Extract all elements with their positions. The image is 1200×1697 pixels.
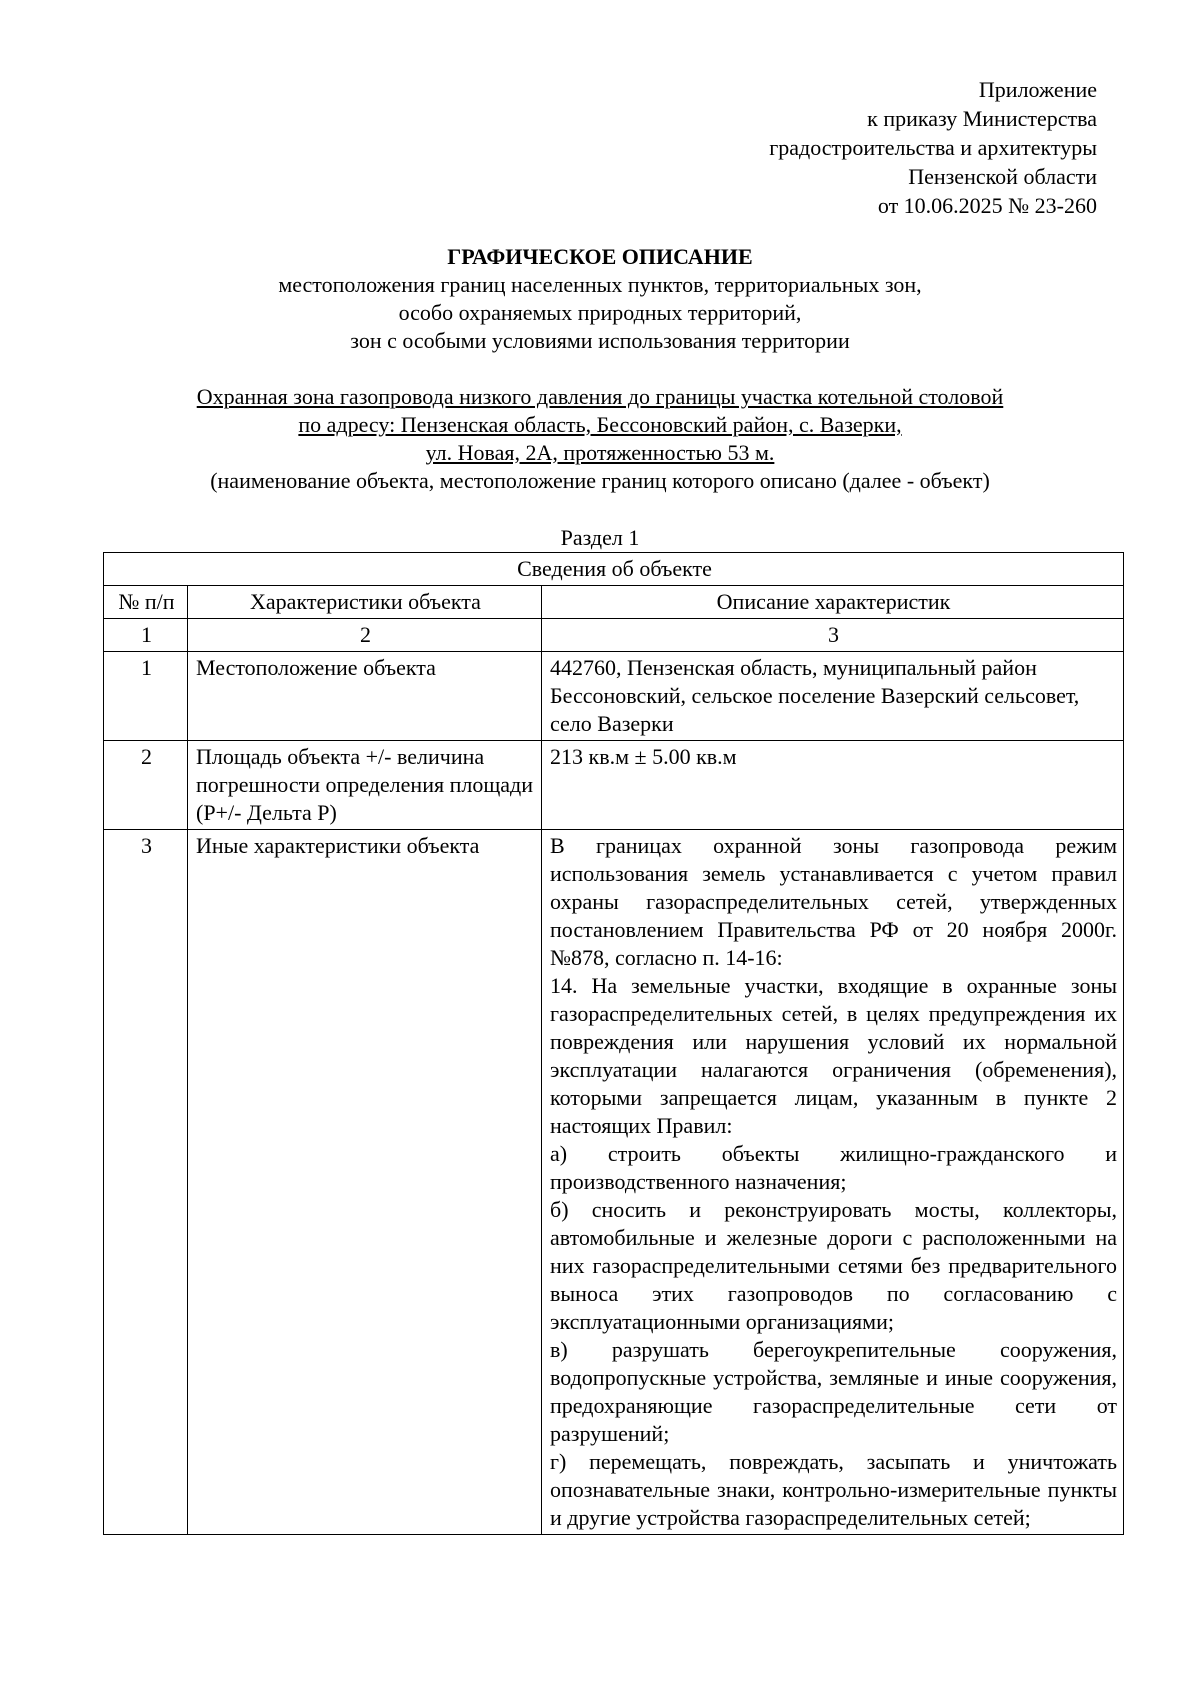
description-paragraph: В границах охранной зоны газопровода режим использования земель устанавливается с учетом правил охраны газораспределительных сетей, утвержденных постановлением Правительства РФ от 20 ноября 2000г. №878, согласно п. 14-16: (550, 833, 1118, 970)
row-description: 442760, Пензенская область, муниципальный район Бессоновский, сельское поселение Вазерский сельсовет, село Вазерки (542, 652, 1124, 741)
description-paragraph: г) перемещать, повреждать, засыпать и уничтожать опознавательные знаки, контрольно-измерительные пункты и другие устройства газораспределительных сетей; (550, 1449, 1118, 1530)
appendix-block (769, 75, 1097, 220)
subtitle-line: особо охраняемых природных территорий, (398, 300, 802, 325)
table-title: Сведения об объекте (104, 553, 1124, 586)
object-info-table (103, 552, 1124, 1535)
appendix-line: Приложение (978, 77, 1097, 102)
document-subtitle (0, 271, 1200, 355)
appendix-line: к приказу Министерства (867, 106, 1097, 131)
column-number: 2 (188, 619, 542, 652)
row-number: 2 (104, 741, 188, 830)
header-characteristic: Характеристики объекта (188, 586, 542, 619)
description-paragraph: а) строить объекты жилищно-гражданского и производственного назначения; (550, 1141, 1118, 1194)
column-number: 1 (104, 619, 188, 652)
row-number: 3 (104, 830, 188, 1535)
header-number: № п/п (104, 586, 188, 619)
header-description: Описание характеристик (542, 586, 1124, 619)
appendix-line: градостроительства и архитектуры (769, 135, 1097, 160)
object-name-caption: (наименование объекта, местоположение границ которого описано (далее - объект) (210, 468, 990, 493)
row-characteristic: Площадь объекта +/- величина погрешности определения площади (P+/- Дельта P) (188, 741, 542, 830)
object-name-line: по адресу: Пензенская область, Бессоновский район, с. Вазерки, (298, 412, 902, 437)
subtitle-line: зон с особыми условиями использования территории (350, 328, 850, 353)
description-paragraph: в) разрушать берегоукрепительные сооружения, водопропускные устройства, земляные и иные сооружения, предохраняющие газораспределительные сети от разрушений; (550, 1337, 1118, 1446)
table-row (104, 652, 1124, 741)
object-name-line: Охранная зона газопровода низкого давления до границы участка котельной столовой (196, 384, 1004, 409)
row-characteristic: Местоположение объекта (188, 652, 542, 741)
table-row (104, 830, 1124, 1535)
table-row (104, 741, 1124, 830)
object-name-block (0, 383, 1200, 495)
document-title: ГРАФИЧЕСКОЕ ОПИСАНИЕ (447, 244, 753, 269)
description-paragraph: 14. На земельные участки, входящие в охранные зоны газораспределительных сетей, в целях предупреждения их повреждения или нарушения условий их нормальной эксплуатации налагаются ограничения (обременения), которыми запрещается лицам, указанным в пункте 2 настоящих Правил: (550, 973, 1118, 1138)
section-label: Раздел 1 (560, 525, 640, 550)
row-characteristic: Иные характеристики объекта (188, 830, 542, 1535)
row-description (542, 830, 1124, 1535)
row-number: 1 (104, 652, 188, 741)
subtitle-line: местоположения границ населенных пунктов, территориальных зон, (278, 272, 922, 297)
row-description: 213 кв.м ± 5.00 кв.м (542, 741, 1124, 830)
description-paragraph: б) сносить и реконструировать мосты, коллекторы, автомобильные и железные дороги с расположенными на них газораспределительными сетями без предварительного выноса этих газопроводов по согласованию с эксплуатационными организациями; (550, 1197, 1118, 1334)
object-name-line: ул. Новая, 2А, протяженностью 53 м. (425, 440, 775, 465)
column-number: 3 (542, 619, 1124, 652)
appendix-date-number: от 10.06.2025 № 23-260 (877, 193, 1097, 218)
appendix-line: Пензенской области (908, 164, 1097, 189)
